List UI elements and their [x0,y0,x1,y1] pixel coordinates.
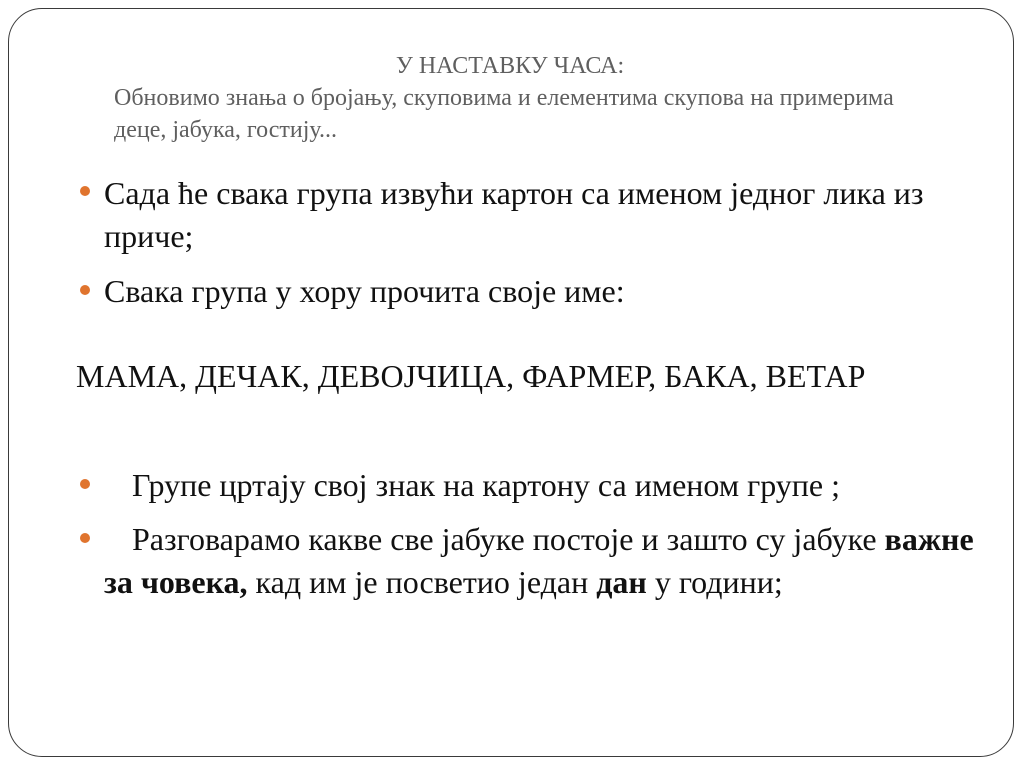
bullet-item-4-bold1: важне за човека, [104,521,974,600]
bullet-item-1: Сада ће свака група извући картон са именом једног лика из приче; [104,175,924,254]
bullet-item-4-bold2: дан [596,564,647,600]
bullet-item-3: Групе цртају свој знак на картону са именом групе ; [132,467,840,503]
bullet-dot-icon [80,479,90,489]
bullet-dot-icon [80,285,90,295]
bullet-dot-icon [80,533,90,543]
bullet-item-4 [104,518,984,604]
character-names: МАМА, ДЕЧАК, ДЕВОЈЧИЦА, ФАРМЕР, БАКА, ВЕТАР [76,358,866,394]
bullet-item-4-part2: кад им је посветио један [247,564,597,600]
title-subheading: Обновимо знања о бројању, скуповима и елементима скупова на примерима деце, јабука, гостију... [114,85,894,143]
title-heading: У НАСТАВКУ ЧАСА: [395,53,625,79]
bullet-item-4-part3: у години; [646,564,783,600]
bullet-item-2: Свака група у хору прочита своје име: [104,273,625,309]
bullet-dot-icon [80,186,90,196]
bullet-item-4-part1: Разговарамо какве све јабуке постоје и зашто су јабуке [132,521,885,557]
